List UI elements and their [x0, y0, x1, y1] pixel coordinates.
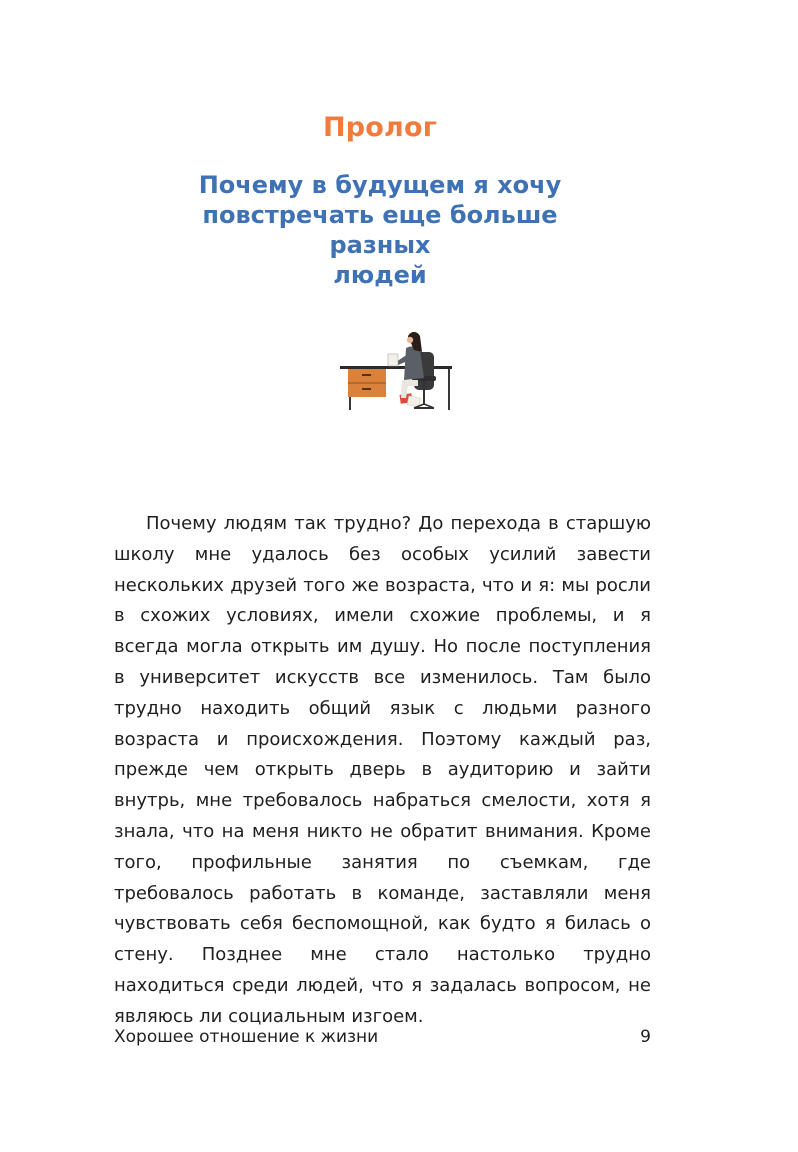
chapter-title-line-2: повстречать еще больше разных	[202, 201, 558, 259]
body-text	[114, 509, 651, 1033]
chapter-title-line-3: людей	[333, 261, 427, 289]
body-paragraph: Почему людям так трудно? До перехода в старшую школу мне удалось без особых усилий завести нескольких друзей того же возраста, что и я: мы росли в схожих условиях, имели схожие проблемы, и я всегда могла открыть им душу. Но после поступления в университет искусств все изменилось. Там было трудно находить общий язык с людьми разного возраста и происхождения. Поэтому каждый раз, прежде чем открыть дверь в аудиторию и зайти внутрь, мне требовалось набраться смелости, хотя я знала, что на меня никто не обратит внимания. Кроме того, профильные занятия по съемкам, где требовалось работать в команде, заставляли меня чувствовать себя беспомощной, как будто я билась о стену. Позднее мне стало настолько трудно находиться среди людей, что я задалась вопросом, не являюсь ли социальным изгоем.	[114, 513, 651, 1027]
chapter-title-line-1: Почему в будущем я хочу	[198, 171, 562, 199]
chapter-title	[150, 170, 610, 290]
page-number: 9	[640, 1027, 651, 1047]
woman-reading-at-desk-icon	[334, 322, 458, 422]
footer-book-title: Хорошее отношение к жизни	[114, 1027, 379, 1047]
chapter-label: Пролог	[322, 112, 438, 143]
